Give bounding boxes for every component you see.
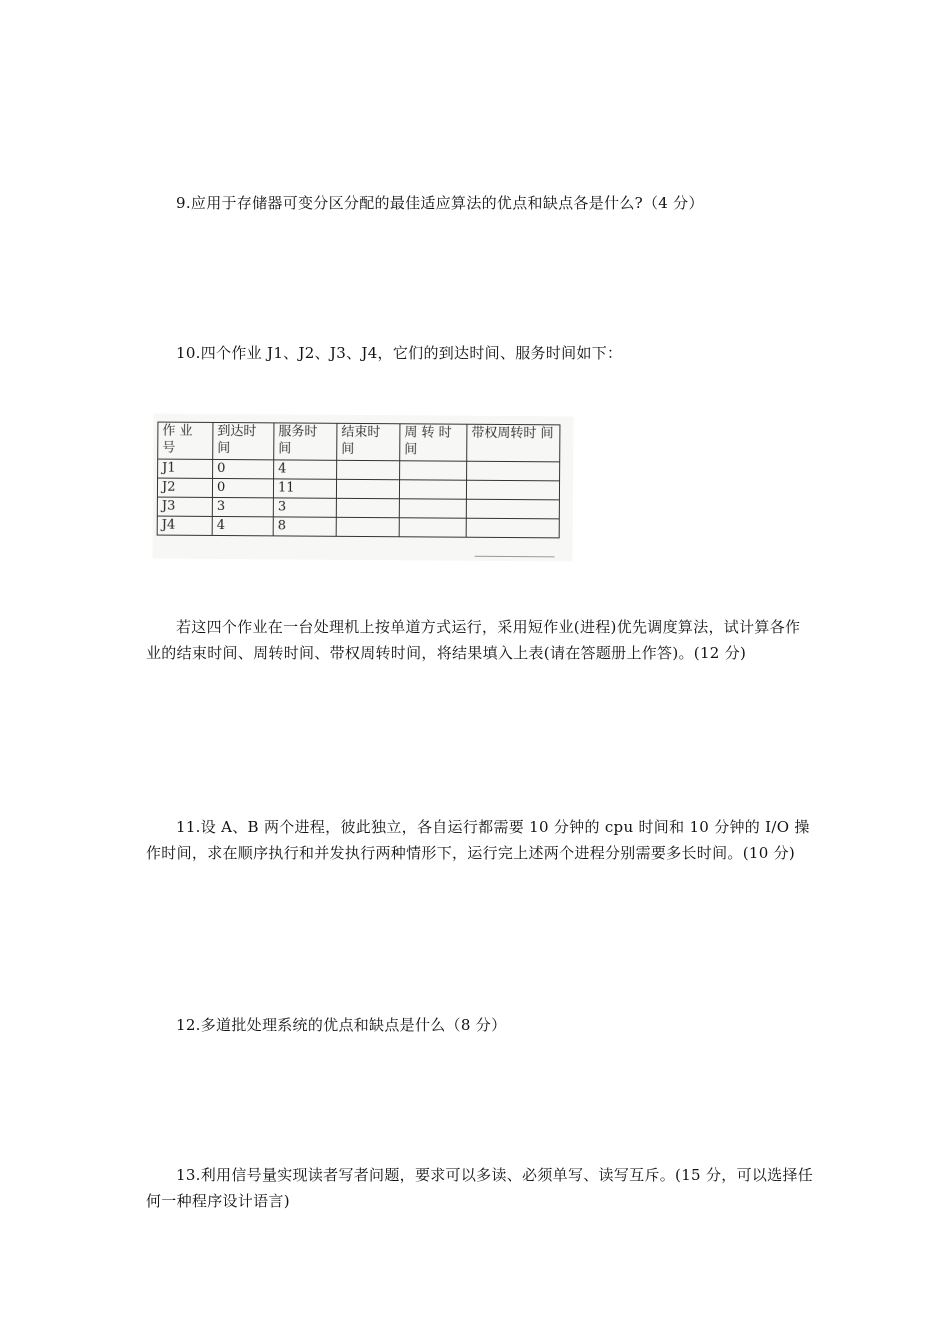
cell-finish (337, 460, 400, 479)
cell-service: 11 (273, 479, 336, 498)
cell-arrival: 0 (213, 459, 274, 478)
job-table (157, 422, 561, 539)
cell-service: 4 (274, 460, 337, 479)
cell-finish (336, 498, 399, 517)
question-10-description: 若这四个作业在一台处理机上按单道方式运行，采用短作业(进程)优先调度算法，试计算各作业的结束时间、周转时间、带权周转时间，将结果填入上表(请在答题册上作答)。(12 分) (146, 618, 801, 662)
question-13: 13.利用信号量实现读者写者问题，要求可以多读、必须单写、读写互斥。(15 分，可以选择任何一种程序设计语言) (146, 1166, 814, 1210)
header-finish-time: 结束时 间 (337, 423, 400, 460)
cell-turnaround (399, 518, 466, 537)
header-job: 作 业 号 (158, 422, 213, 459)
cell-arrival: 3 (212, 497, 273, 516)
scan-artifact-line (475, 556, 555, 558)
cell-service: 8 (273, 517, 336, 536)
cell-job: J2 (157, 478, 212, 497)
table-header-row (158, 422, 560, 462)
cell-turnaround (399, 499, 466, 518)
cell-finish (336, 479, 399, 498)
header-turnaround-time: 周 转 时 间 (400, 424, 467, 461)
cell-turnaround (400, 461, 467, 480)
cell-job: J4 (157, 516, 212, 535)
cell-job: J1 (158, 459, 213, 478)
cell-service: 3 (273, 498, 336, 517)
header-arrival-time: 到达时 间 (213, 422, 274, 459)
question-12: 12.多道批处理系统的优点和缺点是什么（8 分） (176, 1016, 507, 1034)
cell-job: J3 (157, 497, 212, 516)
question-10: 10.四个作业 J1、J2、J3、J4，它们的到达时间、服务时间如下： (176, 344, 623, 362)
cell-finish (336, 517, 399, 536)
question-9: 9.应用于存储器可变分区分配的最佳适应算法的优点和缺点各是什么?（4 分） (176, 194, 704, 212)
question-11: 11.设 A、B 两个进程，彼此独立，各自运行都需要 10 分钟的 cpu 时间和 10 分钟的 I/O 操作时间，求在顺序执行和并发执行两种情形下，运行完上述两个进程分别需要多长时间。(10 分) (146, 818, 810, 862)
header-weighted-turnaround: 带权周转时 间 (467, 424, 560, 462)
cell-weighted (466, 499, 559, 519)
cell-arrival: 0 (212, 478, 273, 497)
job-table-image (152, 414, 573, 562)
cell-weighted (466, 480, 559, 500)
cell-turnaround (399, 480, 466, 499)
header-service-time: 服务时 间 (274, 423, 337, 460)
cell-weighted (466, 518, 559, 538)
cell-arrival: 4 (212, 516, 273, 535)
cell-weighted (467, 461, 560, 481)
table-row (157, 516, 559, 538)
